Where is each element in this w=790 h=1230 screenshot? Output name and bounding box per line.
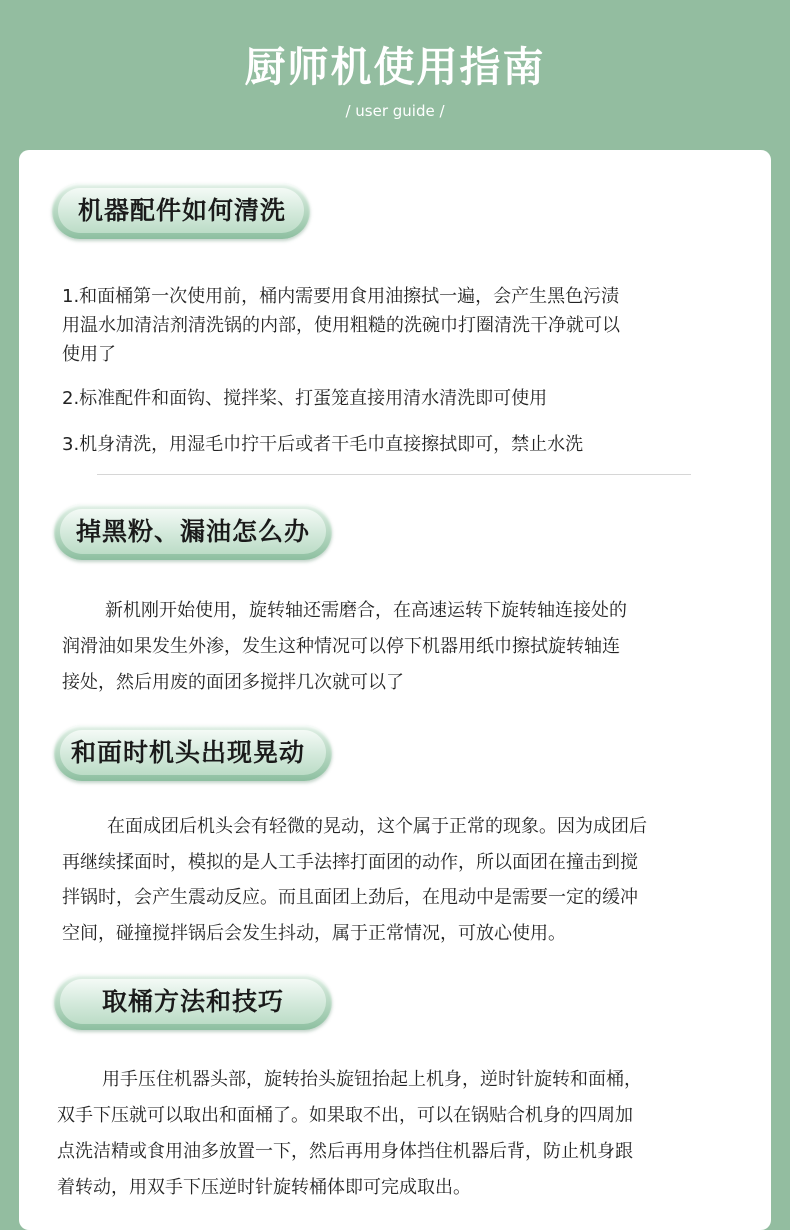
paragraph-line: 点洗洁精或食用油多放置一下，然后再用身体挡住机器后背，防止机身跟 xyxy=(57,1141,633,1162)
page-subtitle: / user guide / xyxy=(345,102,445,120)
section-heading-pill xyxy=(54,725,332,781)
paragraph-line: 拌锅时，会产生震动反应。而且面团上劲后，在甩动中是需要一定的缓冲 xyxy=(62,887,638,908)
paragraph-line: 1.和面桶第一次使用前，桶内需要用食用油擦拭一遍，会产生黑色污渍 xyxy=(62,286,620,307)
page-title: 厨师机使用指南 xyxy=(244,43,546,91)
paragraph-line: 着转动，用双手下压逆时针旋转桶体即可完成取出。 xyxy=(57,1177,471,1198)
section-heading: 和面时机头出现晃动 xyxy=(71,738,306,767)
paragraph-line: 使用了 xyxy=(62,344,116,365)
section-heading-pill xyxy=(54,974,332,1030)
paragraph-line: 在面成团后机头会有轻微的晃动，这个属于正常的现象。因为成团后 xyxy=(107,816,647,837)
section-heading: 掉黑粉、漏油怎么办 xyxy=(76,517,311,546)
section-heading: 取桶方法和技巧 xyxy=(102,987,285,1016)
paragraph-line: 2.标准配件和面钩、搅拌桨、打蛋笼直接用清水清洗即可使用 xyxy=(62,388,548,409)
section-heading-pill xyxy=(52,183,310,239)
paragraph-line: 接处，然后用废的面团多搅拌几次就可以了 xyxy=(62,672,404,693)
section-heading: 机器配件如何清洗 xyxy=(78,196,287,225)
section-divider xyxy=(97,474,691,475)
paragraph-line: 用温水加清洁剂清洗锅的内部，使用粗糙的洗碗巾打圈清洗干净就可以 xyxy=(62,315,620,336)
paragraph-line: 再继续揉面时，模拟的是人工手法摔打面团的动作，所以面团在撞击到搅 xyxy=(62,852,638,873)
paragraph-line: 润滑油如果发生外渗，发生这种情况可以停下机器用纸巾擦拭旋转轴连 xyxy=(62,636,620,657)
paragraph-line: 双手下压就可以取出和面桶了。如果取不出，可以在锅贴合机身的四周加 xyxy=(57,1105,633,1126)
paragraph-line: 用手压住机器头部，旋转抬头旋钮抬起上机身，逆时针旋转和面桶， xyxy=(102,1069,642,1090)
paragraph-line: 3.机身清洗，用湿毛巾拧干后或者干毛巾直接擦拭即可，禁止水洗 xyxy=(62,434,584,455)
page-header xyxy=(0,0,790,150)
paragraph-line: 空间，碰撞搅拌锅后会发生抖动，属于正常情况，可放心使用。 xyxy=(62,923,566,944)
section-heading-pill xyxy=(54,504,332,560)
paragraph-line: 新机刚开始使用，旋转轴还需磨合，在高速运转下旋转轴连接处的 xyxy=(105,600,627,621)
